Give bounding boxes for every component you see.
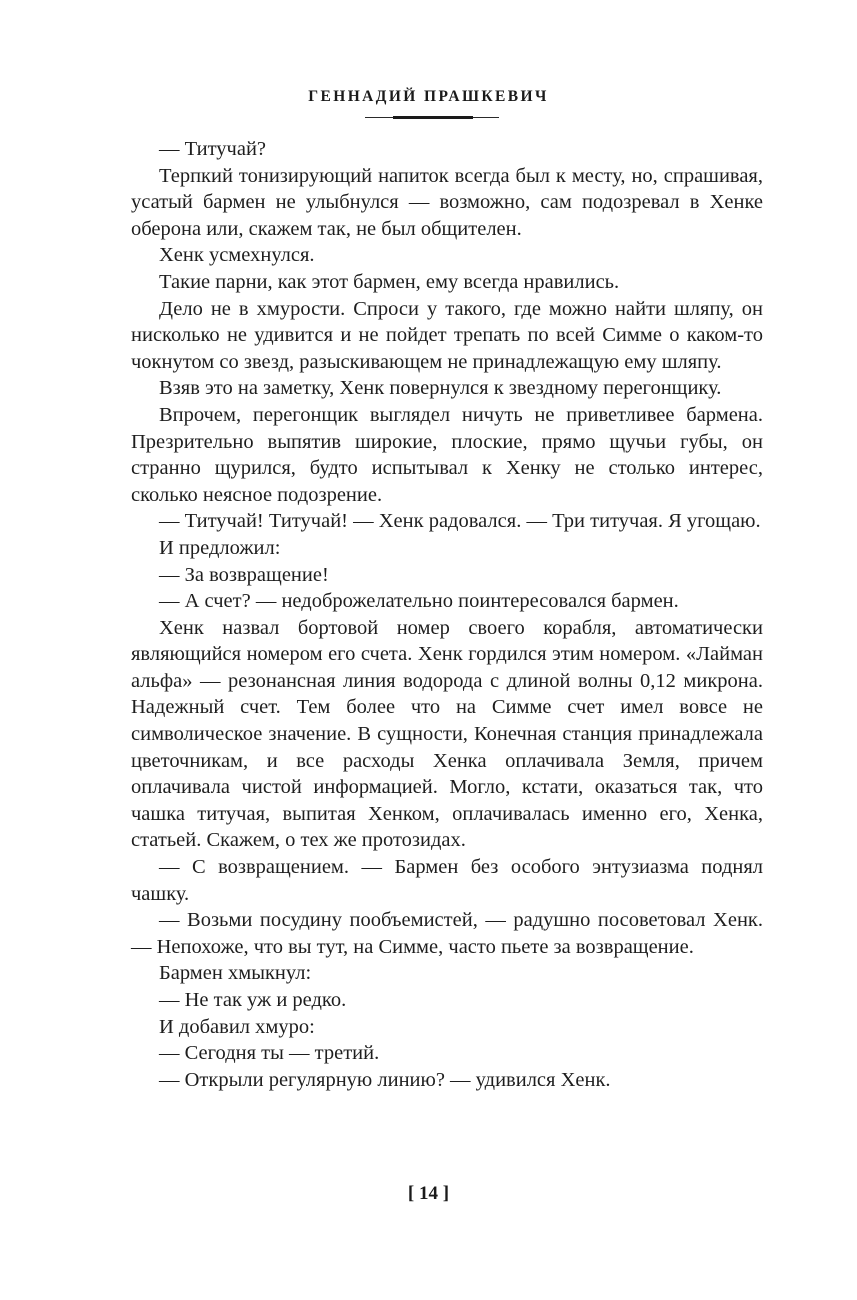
- paragraph: И добавил хмуро:: [159, 1015, 315, 1038]
- paragraph: — Не так уж и редко.: [159, 989, 347, 1011]
- paragraph: Бармен хмыкнул:: [159, 962, 312, 985]
- paragraph: — Возьми посудину пообъемистей, — радушно посоветовал Хенк. — Непохоже, что вы тут, на Симме, часто пьете за возвращение.: [131, 909, 763, 958]
- paragraph: — Титучай?: [159, 138, 267, 160]
- paragraph: — А счет? — недоброжелательно поинтересовался бармен.: [159, 590, 679, 613]
- paragraph: И предложил:: [159, 536, 281, 559]
- page-number: [ 14 ]: [407, 1183, 450, 1204]
- paragraph: Хенк назвал бортовой номер своего корабля, автоматически являющийся номером его счета. Хенк гордился этим номером. «Лайман альфа» — резонансная линия водорода с длиной волны 0,12 микрона. Надежный счет. Тем более что на Симме счет имел вовсе не символическое значение. В сущности, Конечная станция принадлежала цветочникам, и все расходы Хенка оплачивала Земля, причем оплачивала чистой информацией. Могло, кстати, оказаться так, что чашка титучая, выпитая Хенком, оплачивалась именно его, Хенка, статьей. Скажем, о тех же протозидах.: [131, 616, 763, 852]
- running-head-author: ГЕННАДИЙ ПРАШКЕВИЧ: [308, 88, 549, 105]
- paragraph: Впрочем, перегонщик выглядел ничуть не приветливее бармена. Презрительно выпятив широкие, плоские, прямо щучьи губы, он странно щурился, будто испытывал к Хенку не столько интерес, сколько неясное подозрение.: [131, 403, 763, 506]
- paragraph: — Титучай! Титучай! — Хенк радовался. — Три титучая. Я угощаю.: [159, 510, 761, 533]
- paragraph: — За возвращение!: [159, 563, 329, 586]
- paragraph: Взяв это на заметку, Хенк повернулся к звездному перегонщику.: [159, 377, 722, 400]
- running-head-rule-accent: [393, 116, 473, 119]
- paragraph: — С возвращением. — Бармен без особого энтузиазма поднял чашку.: [131, 856, 763, 905]
- paragraph: — Сегодня ты — третий.: [159, 1042, 380, 1065]
- paragraph: Терпкий тонизирующий напиток всегда был к месту, но, спрашивая, усатый бармен не улыбнулся — возможно, сам подозревал в Хенке оберона или, скажем так, не был общителен.: [131, 164, 763, 240]
- body-text: [131, 136, 763, 1093]
- paragraph: Хенк усмехнулся.: [159, 244, 315, 267]
- paragraph: — Открыли регулярную линию? — удивился Хенк.: [159, 1068, 611, 1091]
- paragraph: Дело не в хмурости. Спроси у такого, где можно найти шляпу, он нисколько не удивится и не пойдет трепать по всей Симме о каком-то чокнутом со звезд, разыскивающем не принадлежащую ему шляпу.: [131, 297, 763, 373]
- paragraph: Такие парни, как этот бармен, ему всегда нравились.: [159, 270, 620, 293]
